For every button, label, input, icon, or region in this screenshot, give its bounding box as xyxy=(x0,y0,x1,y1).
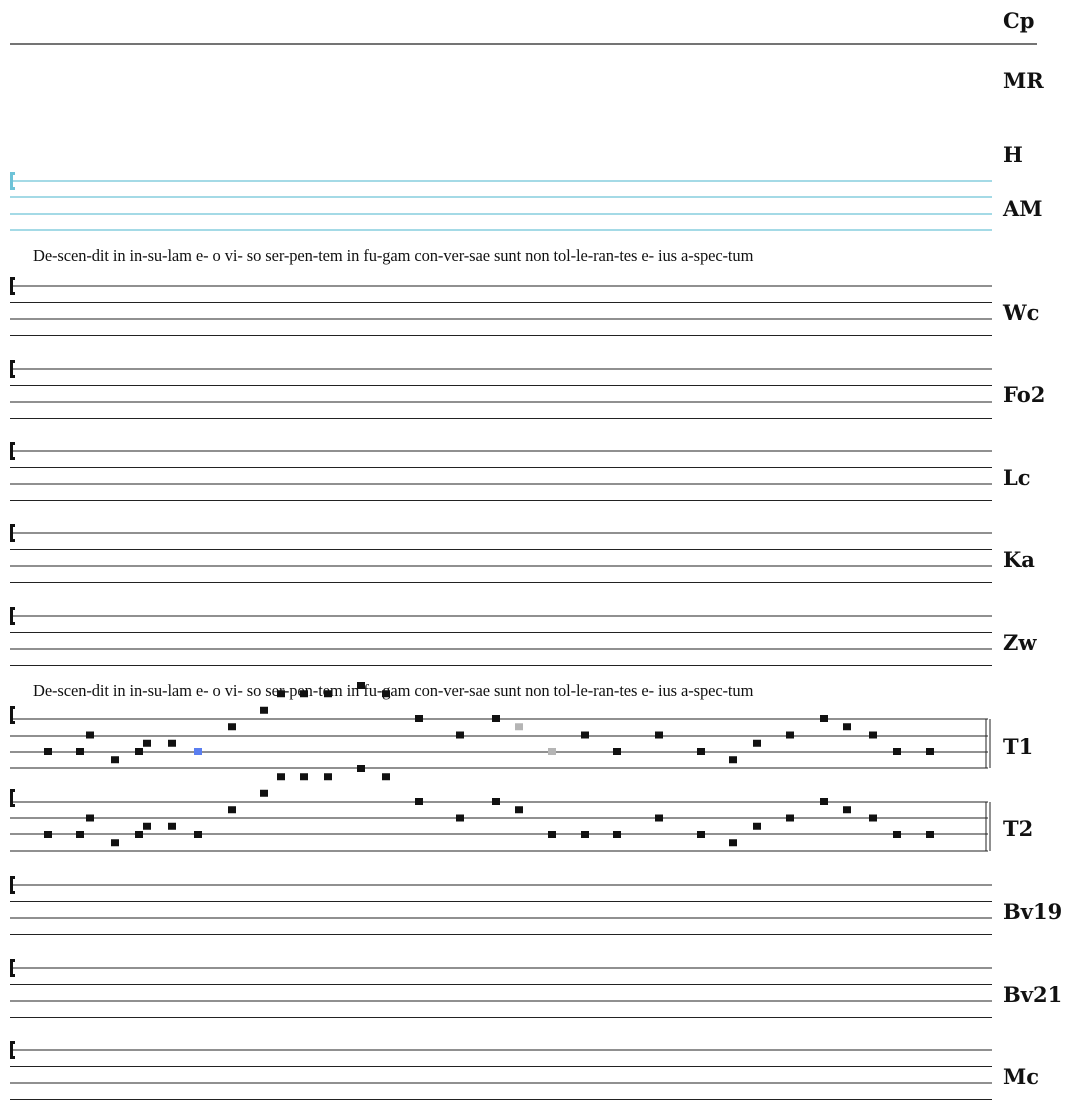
neume-note[interactable] xyxy=(786,732,794,739)
staff-lc[interactable] xyxy=(10,442,992,501)
neume-note[interactable] xyxy=(581,732,589,739)
neume-note[interactable] xyxy=(786,815,794,822)
staff-t2[interactable] xyxy=(10,765,990,851)
neume-note[interactable] xyxy=(753,823,761,830)
neume-note[interactable] xyxy=(300,773,308,780)
neume-note[interactable] xyxy=(753,740,761,747)
siglum-cp[interactable]: Cp xyxy=(1003,8,1035,33)
siglum-t2[interactable]: T2 xyxy=(1003,816,1034,841)
neume-note[interactable] xyxy=(143,823,151,830)
neume-note[interactable] xyxy=(869,732,877,739)
siglum-mc[interactable]: Mc xyxy=(1003,1064,1040,1089)
staff-bv21[interactable] xyxy=(10,959,992,1018)
neume-note[interactable] xyxy=(515,806,523,813)
neume-note[interactable] xyxy=(869,815,877,822)
staff-bv19[interactable] xyxy=(10,876,992,935)
siglum-bv21[interactable]: Bv21 xyxy=(1003,982,1063,1007)
neume-note[interactable] xyxy=(820,798,828,805)
neume-note[interactable] xyxy=(260,707,268,714)
staff-am[interactable] xyxy=(10,172,992,230)
siglum-mr[interactable]: MR xyxy=(1003,68,1044,93)
neume-note[interactable] xyxy=(194,748,202,755)
neume-note[interactable] xyxy=(228,723,236,730)
neume-note[interactable] xyxy=(697,831,705,838)
neume-note[interactable] xyxy=(655,815,663,822)
neume-note[interactable] xyxy=(135,748,143,755)
neume-note[interactable] xyxy=(44,748,52,755)
staff-fo2[interactable] xyxy=(10,360,992,419)
neume-note[interactable] xyxy=(843,806,851,813)
neume-note[interactable] xyxy=(135,831,143,838)
siglum-h[interactable]: H xyxy=(1003,142,1023,167)
neume-note[interactable] xyxy=(194,831,202,838)
neume-note[interactable] xyxy=(820,715,828,722)
c-clef-icon xyxy=(10,789,15,807)
lyrics-line-2: De-scen-dit in in-su-lam e- o vi- so ser-pen-tem in fu-gam con-ver-sae sunt non tol-le-ran-tes e- ius a-spec-tum xyxy=(33,681,754,700)
siglum-fo2[interactable]: Fo2 xyxy=(1003,382,1046,407)
neume-note[interactable] xyxy=(44,831,52,838)
neume-note[interactable] xyxy=(548,748,556,755)
neume-note[interactable] xyxy=(613,748,621,755)
neume-note[interactable] xyxy=(260,790,268,797)
neume-note[interactable] xyxy=(415,715,423,722)
siglum-am[interactable]: AM xyxy=(1003,196,1043,221)
neume-note[interactable] xyxy=(76,748,84,755)
staff-ka[interactable] xyxy=(10,524,992,583)
staff-wc[interactable] xyxy=(10,277,992,336)
neume-note[interactable] xyxy=(111,756,119,763)
neume-note[interactable] xyxy=(143,740,151,747)
neume-note[interactable] xyxy=(581,831,589,838)
neume-note[interactable] xyxy=(893,748,901,755)
neume-note[interactable] xyxy=(515,723,523,730)
neume-note[interactable] xyxy=(893,831,901,838)
neume-note[interactable] xyxy=(277,773,285,780)
siglum-ka[interactable]: Ka xyxy=(1003,547,1035,572)
siglum-t1[interactable]: T1 xyxy=(1003,734,1034,759)
neume-note[interactable] xyxy=(655,732,663,739)
staff-zw[interactable] xyxy=(10,607,992,666)
neume-note[interactable] xyxy=(382,773,390,780)
neume-note[interactable] xyxy=(111,839,119,846)
neume-note[interactable] xyxy=(86,732,94,739)
neume-note[interactable] xyxy=(86,815,94,822)
neume-note[interactable] xyxy=(492,798,500,805)
neume-note[interactable] xyxy=(76,831,84,838)
neume-note[interactable] xyxy=(843,723,851,730)
c-clef-icon xyxy=(10,706,15,724)
neume-note[interactable] xyxy=(357,765,365,772)
neume-note[interactable] xyxy=(697,748,705,755)
siglum-lc[interactable]: Lc xyxy=(1003,465,1031,490)
neume-note[interactable] xyxy=(613,831,621,838)
neume-note[interactable] xyxy=(729,839,737,846)
neume-note[interactable] xyxy=(324,773,332,780)
staff-mc[interactable] xyxy=(10,1041,992,1100)
neume-note[interactable] xyxy=(456,815,464,822)
neume-note[interactable] xyxy=(926,831,934,838)
neume-note[interactable] xyxy=(456,732,464,739)
siglum-wc[interactable]: Wc xyxy=(1003,300,1040,325)
siglum-zw[interactable]: Zw xyxy=(1003,630,1037,655)
neume-note[interactable] xyxy=(415,798,423,805)
neume-note[interactable] xyxy=(168,740,176,747)
lyrics-line-1: De-scen-dit in in-su-lam e- o vi- so ser-pen-tem in fu-gam con-ver-sae sunt non tol-le-ran-tes e- ius a-spec-tum xyxy=(33,246,754,265)
neume-note[interactable] xyxy=(548,831,556,838)
siglum-bv19[interactable]: Bv19 xyxy=(1003,899,1063,924)
neume-note[interactable] xyxy=(729,756,737,763)
neume-note[interactable] xyxy=(228,806,236,813)
neume-note[interactable] xyxy=(492,715,500,722)
neume-note[interactable] xyxy=(168,823,176,830)
neume-note[interactable] xyxy=(926,748,934,755)
